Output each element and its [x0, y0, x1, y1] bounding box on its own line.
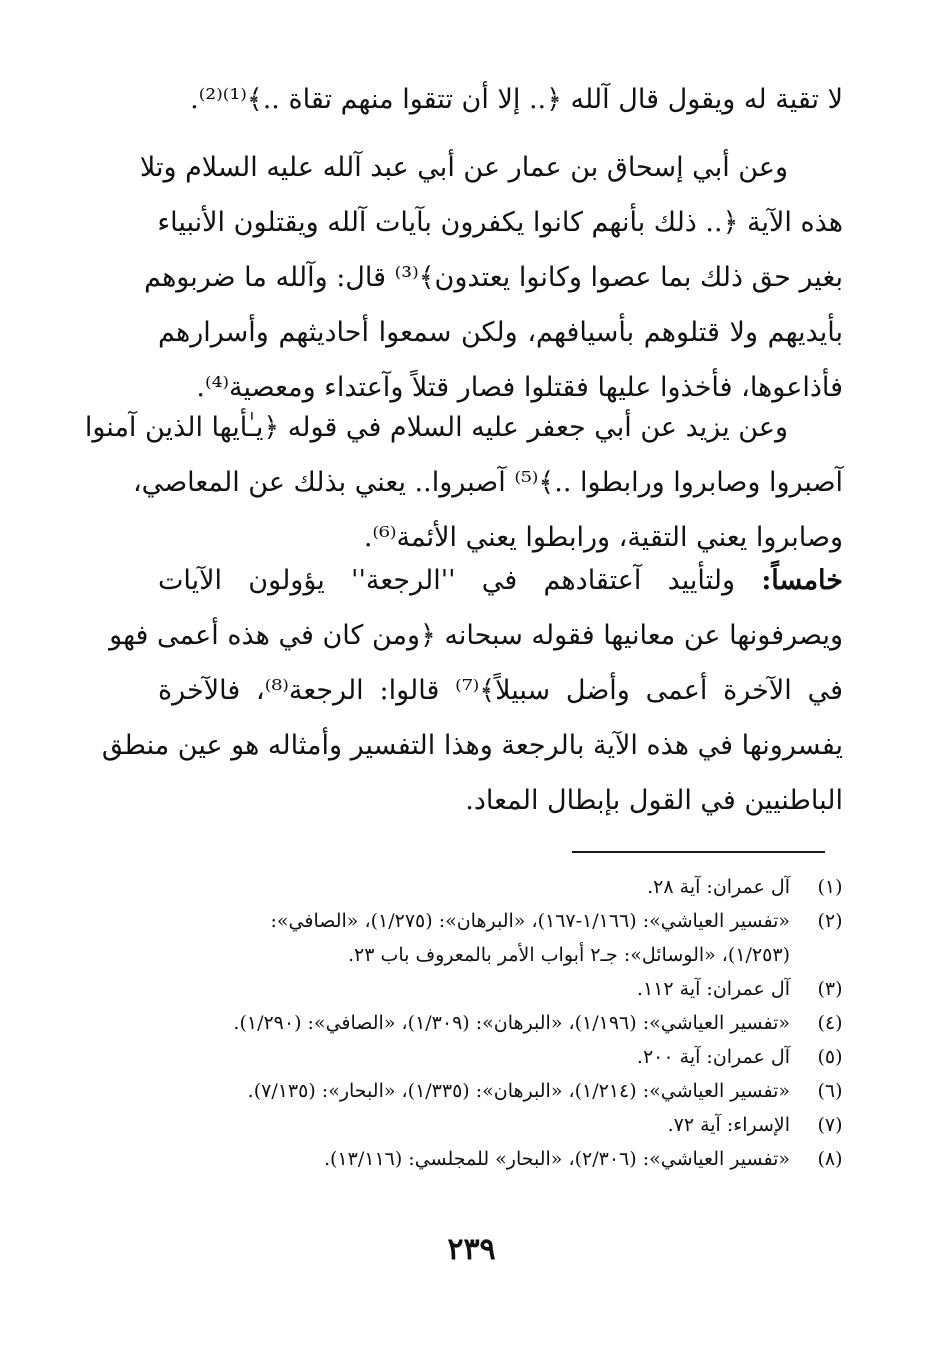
- text-line: لا تقية له ويقول قال آلله ﴿.. إلا أن تتقوا منهم تقاة ..﴾⁽¹⁾⁽²⁾.: [190, 84, 843, 115]
- text-line: فأذاعوها، فأخذوا عليها فقتلوا فصار قتلاً وآعتداء ومعصية⁽⁴⁾.: [196, 372, 843, 403]
- footnote-text: «تفسير العياشي»: (١/٢١٤)، «البرهان»: (١/٣٣٥)، «البحار»: (٧/١٣٥).: [247, 1080, 790, 1102]
- footnote-text: «تفسير العياشي»: (١/١٦٦-١٦٧)، «البرهان»: (١/٢٧٥)، «الصافي»:: [270, 910, 790, 932]
- text-line: يفسرونها في هذه الآية بالرجعة وهذا التفسير وأمثاله هو عين منطق: [101, 730, 843, 761]
- text-line: بغير حق ذلك بما عصوا وكانوا يعتدون﴾⁽³⁾ قال: وآلله ما ضربوهم: [144, 262, 843, 293]
- footnote-number: (٨): [817, 1148, 843, 1170]
- footnote-number: (٢): [817, 910, 843, 932]
- footnote-text: (١/٢٥٣)، «الوسائل»: جـ٢ أبواب الأمر بالمعروف باب ٢٣.: [347, 944, 790, 966]
- paragraph-1: [158, 72, 843, 127]
- footnote-text: آل عمران: آية ٢٨.: [647, 876, 790, 898]
- text-line: وعن يزيد عن أبي جعفر عليه السلام في قوله ﴿يـٰأيها الذين آمنوا: [84, 412, 788, 443]
- footnote-2-continued: [160, 938, 850, 972]
- footnote-text: آل عمران: آية ٢٠٠.: [636, 1046, 790, 1068]
- footnote-7: [160, 1108, 850, 1142]
- text-line: ويصرفونها عن معانيها فقوله سبحانه ﴿ومن كان في هذه أعمى فهو: [109, 620, 843, 651]
- footnote-separator: [572, 851, 825, 853]
- footnote-1: [160, 870, 850, 904]
- text-line: [158, 553, 843, 608]
- text-line: بأيديهم ولا قتلوهم بأسيافهم، ولكن سمعوا أحاديثهم وأسرارهم: [158, 317, 843, 348]
- footnote-8: [160, 1142, 850, 1176]
- footnote-number: (٤): [817, 1012, 843, 1034]
- text-span: ولتأييد آعتقادهم في ''الرجعة'' يؤولون الآيات: [158, 565, 736, 596]
- paragraph-3: [84, 400, 843, 565]
- footnote-5: [160, 1040, 850, 1074]
- page-number: ٢٣٩: [447, 1232, 496, 1267]
- footnote-text: الإسراء: آية ٧٢.: [667, 1114, 790, 1136]
- footnote-number: (٧): [817, 1114, 843, 1136]
- footnote-number: (١): [817, 876, 843, 898]
- text-line: آصبروا وصابروا ورابطوا ..﴾⁽⁵⁾ آصبروا.. يعني بذلك عن المعاصي،: [132, 467, 843, 498]
- paragraph-4: [101, 553, 843, 828]
- text-line: في الآخرة أعمى وأضل سبيلاً﴾⁽⁷⁾ قالوا: الرجعة⁽⁸⁾، فالآخرة: [158, 675, 843, 706]
- text-line: وصابروا يعني التقية، ورابطوا يعني الأئمة⁽⁶⁾.: [363, 522, 843, 553]
- footnote-2: [160, 904, 850, 938]
- text-line: وعن أبي إسحاق بن عمار عن أبي عبد آلله عليه السلام وتلا: [139, 152, 788, 183]
- footnote-number: (٦): [817, 1080, 843, 1102]
- footnote-text: آل عمران: آية ١١٢.: [636, 978, 790, 1000]
- section-lead: خامساً:: [761, 565, 843, 596]
- paragraph-2: [139, 140, 843, 415]
- footnote-6: [160, 1074, 850, 1108]
- footnote-3: [160, 972, 850, 1006]
- footnote-number: (٣): [817, 978, 843, 1000]
- footnote-4: [160, 1006, 850, 1040]
- footnotes: [160, 870, 850, 1176]
- footnote-text: «تفسير العياشي»: (٢/٣٠٦)، «البحار» للمجلسي: (١٣/١١٦).: [323, 1148, 790, 1170]
- text-line: الباطنيين في القول بإبطال المعاد.: [465, 785, 843, 816]
- text-line: هذه الآية ﴿.. ذلك بأنهم كانوا يكفرون بآيات آلله ويقتلون الأنبياء: [157, 207, 843, 238]
- footnote-text: «تفسير العياشي»: (١/١٩٦)، «البرهان»: (١/٣٠٩)، «الصافي»: (١/٢٩٠).: [233, 1012, 790, 1034]
- footnote-number: (٥): [817, 1046, 843, 1068]
